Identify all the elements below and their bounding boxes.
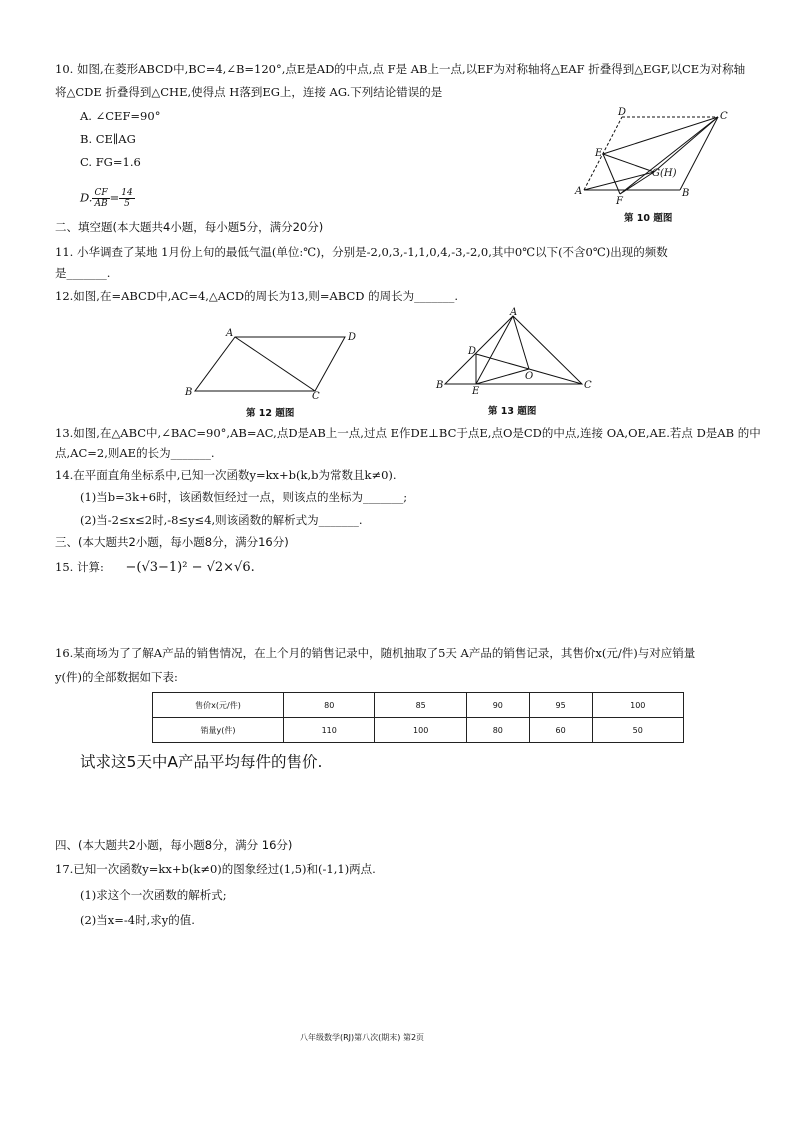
q10-option-b: B. CE∥AG <box>80 132 136 146</box>
table-cell: 90 <box>466 693 529 718</box>
q10-label-g: G(H) <box>652 168 677 179</box>
table-cell: 100 <box>592 693 683 718</box>
q13-line-eo <box>476 369 529 384</box>
q16-data-table <box>152 692 684 743</box>
table-cell: 100 <box>375 718 466 743</box>
section-2-title: 二、填空题(本大题共4小题，每小题5分，满分20分) <box>55 220 324 234</box>
q10-label-e: E <box>595 148 603 159</box>
q10-option-d-fraction <box>92 188 109 209</box>
q12-label-c: C <box>312 391 320 400</box>
q12-label-a: A <box>226 328 234 339</box>
q10-option-d-result <box>119 188 134 209</box>
q10-line-fg <box>620 172 654 194</box>
q15-expression: −(√3−1)² − √2×√6. <box>125 560 255 575</box>
q12-figure-caption: 第 12 题图 <box>246 408 295 419</box>
q10-figure <box>570 106 740 206</box>
q13-label-d: D <box>468 346 477 357</box>
q13-label-b: B <box>436 380 444 391</box>
q11-line1: 11. 小华调查了某地 1月份上旬的最低气温(单位:℃)，分别是-2,0,3,-1,1,0,4,-3,-2,0,其中0℃以下(不含0℃)出现的频数 <box>55 245 668 259</box>
q10-label-c: C <box>720 111 728 122</box>
q10-line-fc <box>620 117 718 194</box>
q10-option-d-result-numerator: 14 <box>121 188 133 198</box>
q13-line1: 13.如图,在△ABC中,∠BAC=90°,AB=AC,点D是AB上一点,过点 E作DE⊥BC于点E,点O是CD的中点,连接 OA,OE,AE.若点 D是AB 的中 <box>55 426 761 440</box>
table-cell: 110 <box>284 718 375 743</box>
q10-line2: 将△CDE 折叠得到△CHE,使得点 H落到EG上，连接 AG.下列结论错误的是 <box>55 85 443 99</box>
q13-label-c: C <box>584 380 592 391</box>
q10-line-gc <box>654 117 718 172</box>
q12-diagonal-ac <box>235 337 315 391</box>
table-cell: 80 <box>284 693 375 718</box>
q16-line1: 16.某商场为了了解A产品的销售情况，在上个月的销售记录中，随机抽取了5天 A产品的销售记录，其售价x(元/件)与对应销量 <box>55 646 696 660</box>
q13-label-a: A <box>510 307 518 318</box>
q14-line3: (2)当-2≤x≤2时,-8≤y≤4,则该函数的解析式为_______. <box>80 513 363 527</box>
q10-option-a: A. ∠CEF=90° <box>80 109 161 123</box>
q10-figure-caption: 第 10 题图 <box>624 213 673 224</box>
q10-line-ef <box>603 154 620 194</box>
table-cell: 80 <box>466 718 529 743</box>
q12-label-d: D <box>348 332 357 343</box>
q12-parallelogram <box>195 337 345 391</box>
q13-label-e: E <box>472 386 480 396</box>
q13-line-ae <box>476 316 513 384</box>
page-footer: 八年级数学(RJ)第八次(期末) 第2页 <box>300 1033 425 1042</box>
q13-figure-caption: 第 13 题图 <box>488 406 537 417</box>
q10-option-d-numerator: CF <box>94 188 108 198</box>
q10-option-c: C. FG=1.6 <box>80 155 141 169</box>
table-cell: 60 <box>529 718 592 743</box>
q10-option-d-denominator: AB <box>94 199 108 209</box>
table-header-price: 售价x(元/件) <box>153 693 284 718</box>
q15-line <box>55 560 255 575</box>
q14-line2: (1)当b=3k+6时，该函数恒经过一点，则该点的坐标为_______; <box>80 490 408 504</box>
table-row <box>153 693 684 718</box>
q17-line3: (2)当x=-4时,求y的值. <box>80 913 195 927</box>
table-row <box>153 718 684 743</box>
section-4-title: 四、(本大题共2小题，每小题8分，满分 16分) <box>55 838 293 852</box>
q11-line2: 是_______. <box>55 266 111 280</box>
q10-line-eg <box>603 154 654 172</box>
q10-option-d-result-denominator: 5 <box>124 199 130 209</box>
q13-label-o: O <box>525 371 534 382</box>
q10-line1: 10. 如图,在菱形ABCD中,BC=4,∠B=120°,点E是AD的中点,点 F是 AB上一点,以EF为对称轴将△EAF 折叠得到△EGF,以CE为对称轴 <box>55 62 746 76</box>
q10-label-a: A <box>575 186 583 197</box>
table-cell: 95 <box>529 693 592 718</box>
table-cell: 85 <box>375 693 466 718</box>
q17-line1: 17.已知一次函数y=kx+b(k≠0)的图象经过(1,5)和(-1,1)两点. <box>55 862 376 876</box>
q10-label-f: F <box>616 196 623 206</box>
q10-line-ec <box>603 117 718 154</box>
q16-line2: y(件)的全部数据如下表: <box>55 670 178 684</box>
q10-edge-cb <box>680 117 718 190</box>
q14-line1: 14.在平面直角坐标系中,已知一次函数y=kx+b(k,b为常数且k≠0). <box>55 468 397 482</box>
q13-line2: 点,AC=2,则AE的长为_______. <box>55 446 215 460</box>
q10-option-d-prefix: D. <box>80 190 93 205</box>
q10-label-d: D <box>618 107 627 118</box>
section-3-title: 三、(本大题共2小题，每小题8分，满分16分) <box>55 535 289 549</box>
q17-line2: (1)求这个一次函数的解析式; <box>80 888 227 902</box>
q10-line-ag <box>584 172 654 190</box>
q13-figure <box>432 306 602 396</box>
q15-label: 15. 计算: <box>55 560 104 574</box>
q10-label-b: B <box>682 188 690 199</box>
q12-line1: 12.如图,在=ABCD中,AC=4,△ACD的周长为13,则=ABCD 的周长为_______. <box>55 289 459 303</box>
q12-figure <box>180 325 360 400</box>
q16-question: 试求这5天中A产品平均每件的售价. <box>80 753 323 771</box>
table-cell: 50 <box>592 718 683 743</box>
table-header-sales: 销量y(件) <box>153 718 284 743</box>
q12-label-b: B <box>185 387 193 398</box>
q10-option-d-equals: = <box>109 190 120 205</box>
q10-option-d <box>80 188 135 209</box>
